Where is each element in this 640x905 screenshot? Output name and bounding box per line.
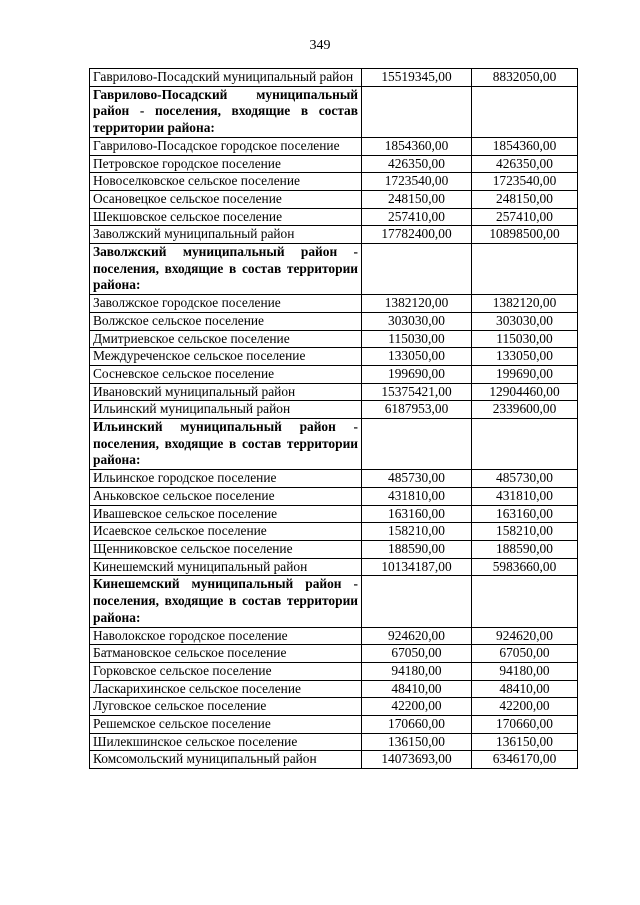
table-row <box>90 208 578 226</box>
table-row <box>90 645 578 663</box>
section-header-row <box>90 244 578 295</box>
territory-name-cell: Гаврилово-Посадский муниципальный район - поселения, входящие в состав территории района: <box>90 86 362 137</box>
amount-cell-1 <box>362 86 472 137</box>
table-row <box>90 348 578 366</box>
amount-cell-1: 48410,00 <box>362 680 472 698</box>
amount-cell-1: 924620,00 <box>362 627 472 645</box>
amount-cell-1: 1723540,00 <box>362 173 472 191</box>
section-header-row <box>90 419 578 470</box>
amount-cell-1: 6187953,00 <box>362 401 472 419</box>
territory-name-cell: Петровское городское поселение <box>90 155 362 173</box>
table-row <box>90 173 578 191</box>
table-row <box>90 295 578 313</box>
amount-cell-1: 115030,00 <box>362 330 472 348</box>
amount-cell-1: 10134187,00 <box>362 558 472 576</box>
amount-cell-2: 1382120,00 <box>472 295 578 313</box>
amount-cell-1 <box>362 244 472 295</box>
amount-cell-2: 303030,00 <box>472 312 578 330</box>
table-row <box>90 69 578 87</box>
territory-name-cell: Заволжский муниципальный район - поселения, входящие в состав территории района: <box>90 244 362 295</box>
territory-name-cell: Заволжский муниципальный район <box>90 226 362 244</box>
table-row <box>90 733 578 751</box>
amount-cell-1: 158210,00 <box>362 523 472 541</box>
amount-cell-2: 6346170,00 <box>472 751 578 769</box>
table-row <box>90 751 578 769</box>
amount-cell-1: 257410,00 <box>362 208 472 226</box>
territory-name-cell: Луговское сельское поселение <box>90 698 362 716</box>
amount-cell-1: 67050,00 <box>362 645 472 663</box>
amount-cell-2: 924620,00 <box>472 627 578 645</box>
amount-cell-2: 1723540,00 <box>472 173 578 191</box>
amount-cell-2: 115030,00 <box>472 330 578 348</box>
territory-name-cell: Кинешемский муниципальный район <box>90 558 362 576</box>
table-row <box>90 540 578 558</box>
territory-name-cell: Заволжское городское поселение <box>90 295 362 313</box>
table-row <box>90 558 578 576</box>
amount-cell-2: 188590,00 <box>472 540 578 558</box>
table-row <box>90 470 578 488</box>
budget-table <box>89 68 578 769</box>
amount-cell-1: 14073693,00 <box>362 751 472 769</box>
amount-cell-1: 15375421,00 <box>362 383 472 401</box>
territory-name-cell: Шекшовское сельское поселение <box>90 208 362 226</box>
amount-cell-1 <box>362 576 472 627</box>
amount-cell-1: 426350,00 <box>362 155 472 173</box>
amount-cell-1: 170660,00 <box>362 716 472 734</box>
amount-cell-1: 485730,00 <box>362 470 472 488</box>
territory-name-cell: Новоселковское сельское поселение <box>90 173 362 191</box>
amount-cell-2: 426350,00 <box>472 155 578 173</box>
table-row <box>90 716 578 734</box>
amount-cell-2: 48410,00 <box>472 680 578 698</box>
table-row <box>90 680 578 698</box>
amount-cell-1: 136150,00 <box>362 733 472 751</box>
table-row <box>90 383 578 401</box>
amount-cell-1: 303030,00 <box>362 312 472 330</box>
amount-cell-1: 188590,00 <box>362 540 472 558</box>
amount-cell-2: 158210,00 <box>472 523 578 541</box>
amount-cell-1: 248150,00 <box>362 190 472 208</box>
amount-cell-2: 8832050,00 <box>472 69 578 87</box>
amount-cell-2: 12904460,00 <box>472 383 578 401</box>
table-row <box>90 505 578 523</box>
amount-cell-1: 133050,00 <box>362 348 472 366</box>
page-number: 349 <box>309 38 331 53</box>
amount-cell-2: 163160,00 <box>472 505 578 523</box>
territory-name-cell: Осановецкое сельское поселение <box>90 190 362 208</box>
table-row <box>90 190 578 208</box>
territory-name-cell: Сосневское сельское поселение <box>90 365 362 383</box>
territory-name-cell: Гаврилово-Посадское городское поселение <box>90 137 362 155</box>
table-row <box>90 226 578 244</box>
amount-cell-1: 15519345,00 <box>362 69 472 87</box>
amount-cell-1: 1382120,00 <box>362 295 472 313</box>
territory-name-cell: Решемское сельское поселение <box>90 716 362 734</box>
territory-name-cell: Комсомольский муниципальный район <box>90 751 362 769</box>
amount-cell-2: 10898500,00 <box>472 226 578 244</box>
amount-cell-2: 170660,00 <box>472 716 578 734</box>
territory-name-cell: Наволокское городское поселение <box>90 627 362 645</box>
table-row <box>90 365 578 383</box>
territory-name-cell: Кинешемский муниципальный район - поселения, входящие в состав территории района: <box>90 576 362 627</box>
territory-name-cell: Горковское сельское поселение <box>90 662 362 680</box>
amount-cell-1: 431810,00 <box>362 487 472 505</box>
amount-cell-2: 1854360,00 <box>472 137 578 155</box>
amount-cell-2: 257410,00 <box>472 208 578 226</box>
territory-name-cell: Ильинское городское поселение <box>90 470 362 488</box>
amount-cell-1: 163160,00 <box>362 505 472 523</box>
amount-cell-2: 5983660,00 <box>472 558 578 576</box>
territory-name-cell: Ильинский муниципальный район <box>90 401 362 419</box>
amount-cell-2: 94180,00 <box>472 662 578 680</box>
amount-cell-1: 1854360,00 <box>362 137 472 155</box>
territory-name-cell: Батмановское сельское поселение <box>90 645 362 663</box>
amount-cell-2: 67050,00 <box>472 645 578 663</box>
amount-cell-1: 199690,00 <box>362 365 472 383</box>
table-row <box>90 401 578 419</box>
table-row <box>90 155 578 173</box>
amount-cell-2 <box>472 419 578 470</box>
amount-cell-2 <box>472 244 578 295</box>
territory-name-cell: Шилекшинское сельское поселение <box>90 733 362 751</box>
territory-name-cell: Ласкарихинское сельское поселение <box>90 680 362 698</box>
table-row <box>90 662 578 680</box>
amount-cell-1: 94180,00 <box>362 662 472 680</box>
amount-cell-2: 42200,00 <box>472 698 578 716</box>
amount-cell-1: 42200,00 <box>362 698 472 716</box>
territory-name-cell: Волжское сельское поселение <box>90 312 362 330</box>
table-row <box>90 627 578 645</box>
table-row <box>90 330 578 348</box>
amount-cell-2 <box>472 576 578 627</box>
table-row <box>90 487 578 505</box>
territory-name-cell: Щенниковское сельское поселение <box>90 540 362 558</box>
amount-cell-2: 133050,00 <box>472 348 578 366</box>
territory-name-cell: Аньковское сельское поселение <box>90 487 362 505</box>
table-row <box>90 312 578 330</box>
table-row <box>90 523 578 541</box>
amount-cell-2: 136150,00 <box>472 733 578 751</box>
table-row <box>90 698 578 716</box>
amount-cell-2: 485730,00 <box>472 470 578 488</box>
amount-cell-2: 2339600,00 <box>472 401 578 419</box>
amount-cell-2 <box>472 86 578 137</box>
territory-name-cell: Междуреченское сельское поселение <box>90 348 362 366</box>
amount-cell-1 <box>362 419 472 470</box>
territory-name-cell: Ивашевское сельское поселение <box>90 505 362 523</box>
table-row <box>90 137 578 155</box>
amount-cell-2: 248150,00 <box>472 190 578 208</box>
amount-cell-1: 17782400,00 <box>362 226 472 244</box>
amount-cell-2: 431810,00 <box>472 487 578 505</box>
section-header-row <box>90 576 578 627</box>
amount-cell-2: 199690,00 <box>472 365 578 383</box>
territory-name-cell: Ильинский муниципальный район - поселения, входящие в состав территории района: <box>90 419 362 470</box>
territory-name-cell: Дмитриевское сельское поселение <box>90 330 362 348</box>
section-header-row <box>90 86 578 137</box>
territory-name-cell: Исаевское сельское поселение <box>90 523 362 541</box>
territory-name-cell: Ивановский муниципальный район <box>90 383 362 401</box>
territory-name-cell: Гаврилово-Посадский муниципальный район <box>90 69 362 87</box>
